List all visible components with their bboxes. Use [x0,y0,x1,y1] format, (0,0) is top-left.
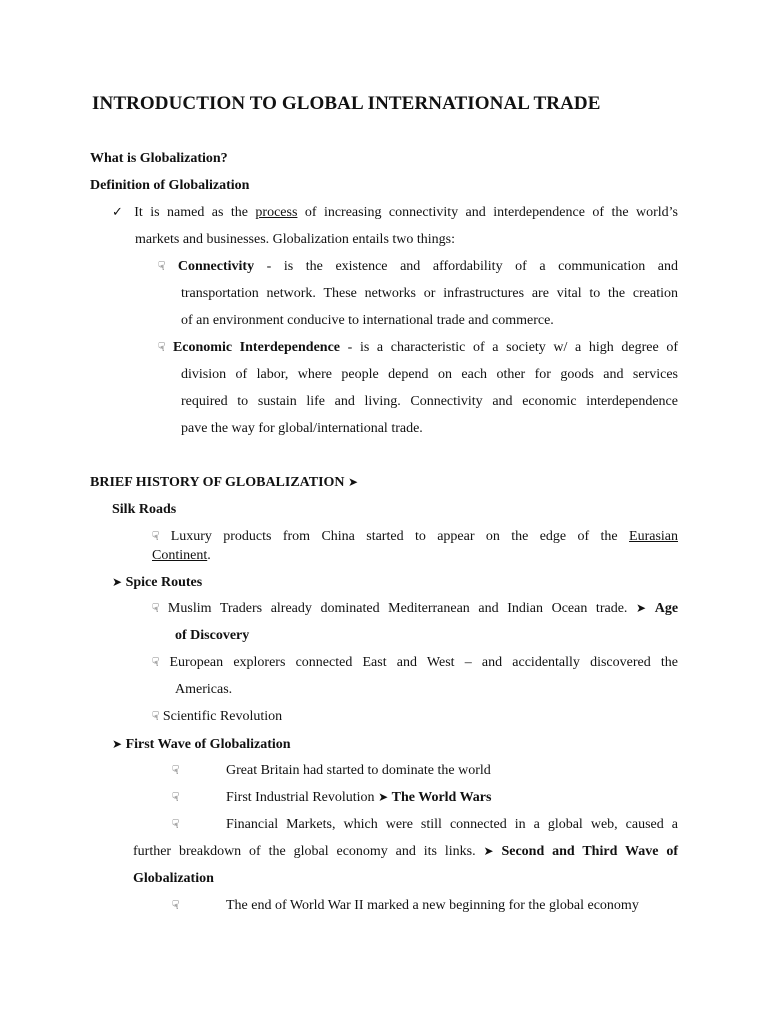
page-title: INTRODUCTION TO GLOBAL INTERNATIONAL TRADE [92,93,601,114]
pointing-hand-icon: ☟ [172,817,180,831]
definition-line-1: ✓ It is named as the process of increasing connectivity and interdependence of the world’s [112,205,678,220]
econ-line-3: required to sustain life and living. Connectivity and economic interdependence [181,394,678,409]
connectivity-term: Connectivity [177,259,255,274]
definition-heading: Definition of Globalization [90,178,250,193]
industrial-revolution-line: First Industrial Revolution ➤ The World Wars [226,790,492,805]
pointing-hand-icon: ☟ [158,259,166,273]
arrowhead-icon: ➤ [483,844,494,858]
arrowhead-icon: ➤ [112,575,123,589]
econ-line-1: ☟ Economic Interdependence - is a characteristic of a society w/ a high degree of [158,340,679,355]
pointing-hand-icon: ☟ [152,529,160,543]
pointing-hand-icon: ☟ [172,790,180,804]
end-ww2-line: The end of World War II marked a new beginning for the global economy [226,898,639,913]
definition-line-2: markets and businesses. Globalization entails two things: [135,232,456,247]
arrowhead-icon: ➤ [378,790,389,804]
pointing-hand-icon: ☟ [152,709,160,723]
connectivity-line-3: of an environment conducive to international trade and commerce. [181,313,554,328]
connectivity-line-2: transportation network. These networks or infrastructures are vital to the creation [181,286,678,301]
pointing-hand-icon: ☟ [172,898,180,912]
first-wave-heading: ➤ First Wave of Globalization [112,737,291,752]
question-heading: What is Globalization? [90,151,228,166]
explorers-line-1: ☟ European explorers connected East and West – and accidentally discovered the [152,655,679,670]
pointing-hand-icon: ☟ [158,340,166,354]
pointing-hand-icon: ☟ [152,655,160,669]
econ-term: Economic Interdependence [172,340,341,355]
history-heading: BRIEF HISTORY OF GLOBALIZATION ➤ [90,475,359,490]
process-term: process [255,205,298,220]
spice-line-1: ☟ Muslim Traders already dominated Mediterranean and Indian Ocean trade. ➤ Age [152,601,679,616]
econ-line-2: division of labor, where people depend on each other for goods and services [181,367,678,382]
financial-line-2: further breakdown of the global economy and its links. ➤ Second and Third Wave of [133,844,678,859]
arrowhead-icon: ➤ [112,737,123,751]
arrowhead-icon: ➤ [348,475,359,489]
arrowhead-icon: ➤ [636,601,647,615]
great-britain-line: Great Britain had started to dominate the world [226,763,491,778]
connectivity-line-1: ☟ Connectivity - is the existence and affordability of a communication and [158,259,678,274]
globalization-word: Globalization [133,871,214,886]
silk-roads-heading: Silk Roads [112,502,177,517]
financial-line-1: Financial Markets, which were still connected in a global web, caused a [226,817,678,832]
spice-routes-heading: ➤ Spice Routes [112,575,203,590]
scientific-revolution: ☟ Scientific Revolution [152,709,283,724]
age-of-discovery: of Discovery [175,628,250,643]
pointing-hand-icon: ☟ [152,601,160,615]
explorers-line-2: Americas. [175,682,233,697]
econ-line-4: pave the way for global/international trade. [181,421,423,436]
checkmark-icon: ✓ [112,205,127,220]
silk-line-1: ☟ Luxury products from China started to appear on the edge of the Eurasian [152,529,679,544]
pointing-hand-icon: ☟ [172,763,180,777]
silk-line-2: Continent. [152,548,211,563]
